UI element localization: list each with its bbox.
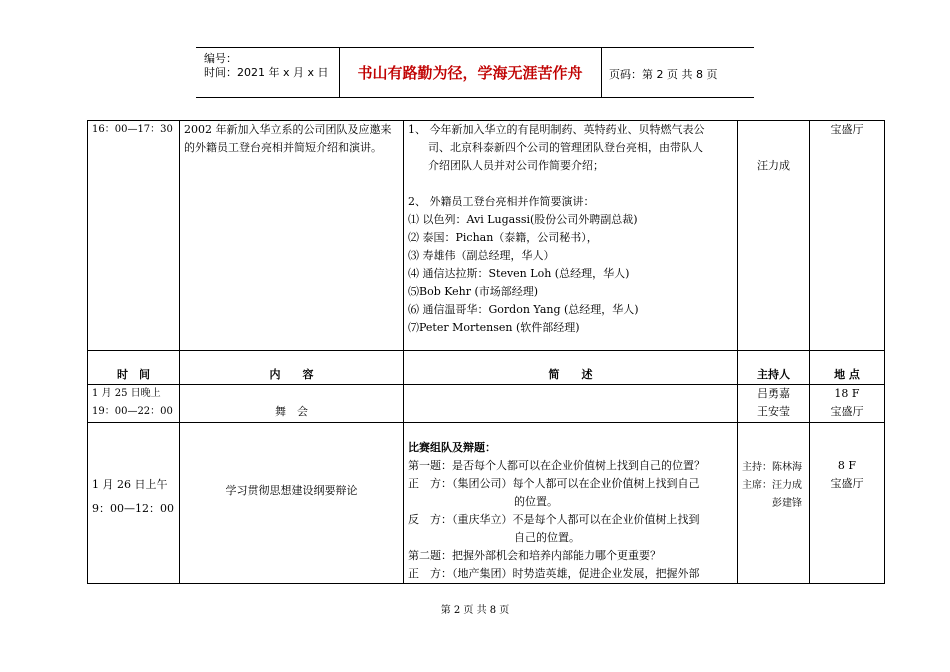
- header-motto: 书山有路勤为径，学海无涯苦作舟: [357, 64, 583, 82]
- table-row: [88, 121, 885, 351]
- col-header-description: 简 述: [404, 351, 738, 385]
- content-cell: 学习贯彻思想建设纲要辩论: [180, 423, 404, 584]
- header-page-number: 页码：第 2 页 共 8 页: [609, 68, 718, 81]
- page-header: [196, 47, 754, 98]
- host-name: 吕勇嘉: [757, 387, 790, 400]
- desc-line: 第一题：是否每个人都可以在企业价值树上找到自己的位置？: [408, 459, 705, 472]
- time-cell: 16：00—17：30: [88, 121, 180, 351]
- description-cell: [404, 121, 738, 351]
- description-cell: [404, 385, 738, 423]
- host-cell: [738, 121, 810, 351]
- desc-line: ⑶ 寿雄伟（副总经理，华人）: [408, 249, 555, 262]
- host-name: 王安莹: [757, 405, 790, 418]
- desc-line: 正 方：（地产集团）时势造英雄，促进企业发展，把握外部: [408, 567, 700, 580]
- place-room: 宝盛厅: [830, 477, 864, 490]
- desc-line: 反 方：（重庆华立）不是每个人都可以在企业价值树上找到: [408, 513, 700, 526]
- content-text: 舞 会: [275, 405, 308, 418]
- page-footer: 第 2 页 共 8 页: [440, 605, 510, 616]
- desc-line: [408, 175, 733, 193]
- desc-line: 介绍团队人员并对公司作简要介绍；: [428, 159, 604, 172]
- table-row: [88, 385, 885, 423]
- time-cell: [88, 385, 180, 423]
- header-divider: [601, 48, 602, 97]
- col-header-content: 内 容: [180, 351, 404, 385]
- desc-line: ⑺Peter Mortensen (软件部经理): [408, 321, 580, 334]
- desc-line: ⑴ 以色列：Avi Lugassi(股份公司外聘副总裁): [408, 213, 638, 226]
- desc-line: ⑵ 泰国：Pichan（泰籍，公司秘书），: [408, 231, 598, 244]
- host-cell: [738, 385, 810, 423]
- time-range: 9：00—12：00: [92, 502, 174, 515]
- spacer: [742, 121, 805, 157]
- spacer: [184, 385, 399, 403]
- desc-line: 2、 外籍员工登台亮相并作简要演讲：: [408, 195, 595, 208]
- place-floor: 18 F: [834, 387, 860, 400]
- col-header-time: 时 间: [88, 351, 180, 385]
- number-label: 编号：: [204, 52, 237, 65]
- host-name: 汪力成: [757, 159, 790, 172]
- place-cell: [810, 385, 885, 423]
- desc-line: 第二题：把握外部机会和培养内部能力哪个更重要？: [408, 549, 661, 562]
- col-header-place: 地 点: [810, 351, 885, 385]
- place-room: 宝盛厅: [830, 405, 864, 418]
- desc-line: ⑹ 通信温哥华：Gordon Yang (总经理，华人): [408, 303, 639, 316]
- col-header-host: 主持人: [738, 351, 810, 385]
- debate-title: 比赛组队及辩题：: [408, 441, 496, 454]
- time-cell: [88, 423, 180, 584]
- table-row: [88, 423, 885, 584]
- time-date: 1 月 26 日上午: [92, 478, 168, 491]
- schedule-table: [87, 120, 885, 584]
- host-chair-2: 彭建锋: [772, 498, 802, 509]
- host-moderator: 主持：陈林海: [742, 462, 802, 473]
- time-date: 1 月 25 日晚上: [92, 388, 161, 399]
- desc-line: 1、 今年新加入华立的有昆明制药、英特药业、贝特燃气表公: [408, 123, 705, 136]
- host-chair: 主席：汪力成: [742, 480, 802, 491]
- time-range: 19：00—22：00: [92, 406, 173, 417]
- desc-line: ⑷ 通信达拉斯：Steven Loh (总经理，华人): [408, 267, 630, 280]
- column-header-row: [88, 351, 885, 385]
- desc-line: 司、北京科泰新四个公司的管理团队登台亮相，由带队人: [428, 141, 703, 154]
- desc-line: 自己的位置。: [514, 531, 580, 544]
- content-cell: [180, 385, 404, 423]
- header-meta: [204, 52, 329, 80]
- place-cell: [810, 423, 885, 584]
- spacer: [408, 423, 733, 439]
- place-floor: 8 F: [837, 459, 857, 472]
- time-label: 时间：2021 年 x 月 x 日: [204, 66, 329, 79]
- desc-line: ⑸Bob Kehr (市场部经理): [408, 285, 539, 298]
- desc-line: 的位置。: [514, 495, 558, 508]
- host-cell: [738, 423, 810, 584]
- place-cell: 宝盛厅: [810, 121, 885, 351]
- description-cell: [404, 423, 738, 584]
- content-cell: 2002 年新加入华立系的公司团队及应邀来的外籍员工登台亮相并简短介绍和演讲。: [180, 121, 404, 351]
- desc-line: 正 方：（集团公司）每个人都可以在企业价值树上找到自己: [408, 477, 700, 490]
